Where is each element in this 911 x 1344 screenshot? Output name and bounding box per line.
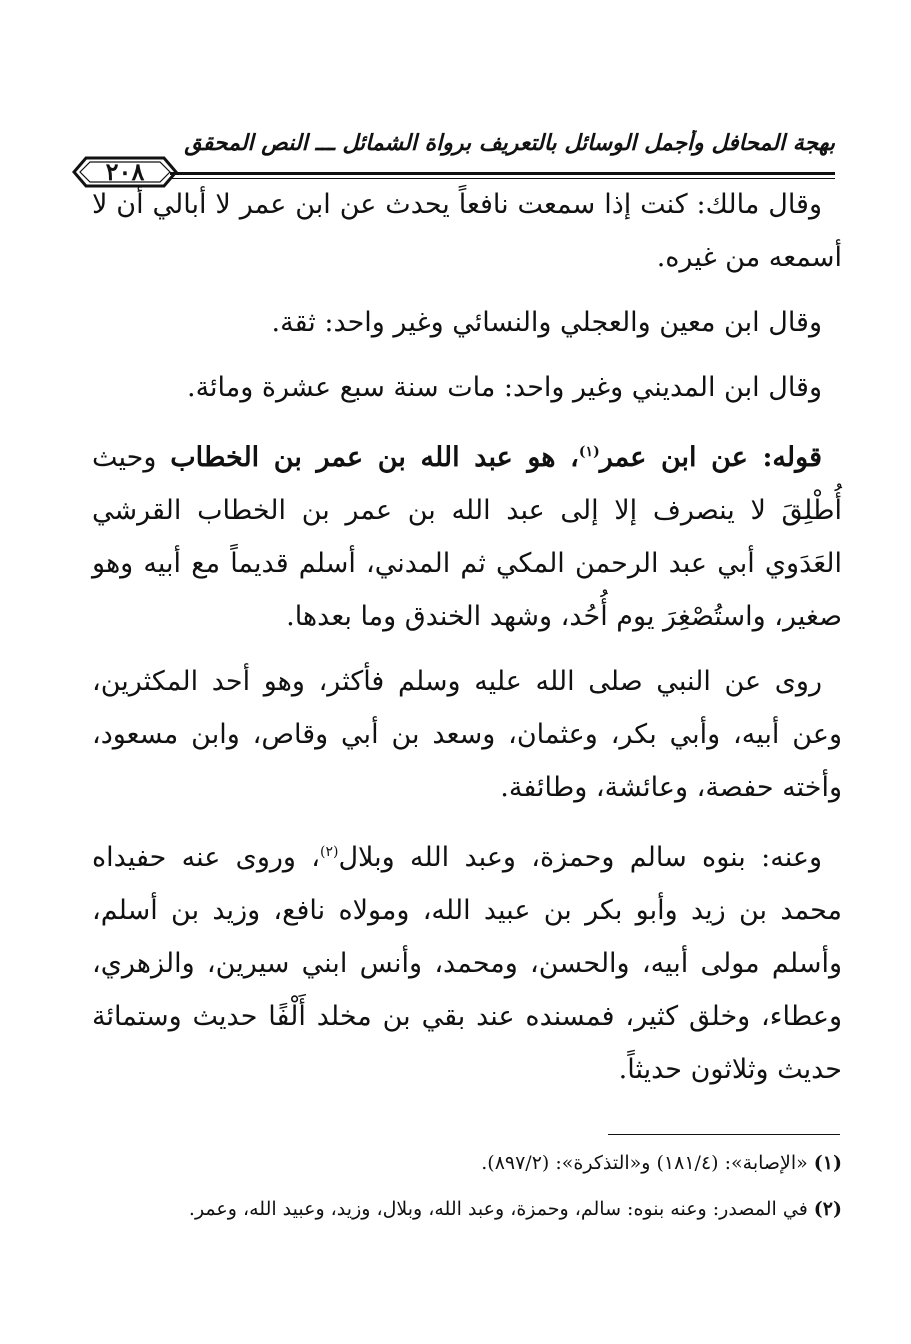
paragraph-narrated-from (92, 655, 842, 814)
commentary-lemma: قوله: عن ابن عمر (599, 442, 822, 473)
running-header-title: بهجة المحافل وأجمل الوسائل بالتعريف برواة الشمائل ـــ النص المحقق (184, 130, 835, 156)
commentary-lemma-identification: ، هو عبد الله بن عمر بن الخطاب (170, 442, 579, 473)
footnote-separator (608, 1134, 840, 1135)
footnote-ref-1[interactable]: (١) (578, 444, 600, 460)
main-text (92, 178, 842, 1108)
paragraph-text: وقال ابن معين والعجلي والنسائي وغير واحد: ثقة. (271, 307, 822, 338)
footnote-number: (١) (813, 1152, 842, 1174)
footnote-1 (110, 1146, 842, 1180)
paragraph-text: وقال مالك: كنت إذا سمعت نافعاً يحدث عن ابن عمر لا أبالي أن لا أسمعه من غيره. (92, 189, 842, 273)
footnote-text: في المصدر: وعنه بنوه: سالم، وحمزة، وعبد الله، وبلال، وزيد، وعبيد الله، وعمر. (188, 1198, 808, 1220)
footnote-number: (٢) (813, 1198, 842, 1220)
paragraph-ibn-main (92, 296, 842, 349)
footnote-ref-2[interactable]: (٢) (319, 844, 339, 860)
footnotes (110, 1146, 842, 1238)
paragraph-text: وعنه: بنوه سالم وحمزة، وعبد الله وبلال (338, 842, 822, 873)
footnote-text: «الإصابة»: (١٨١/٤) و«التذكرة»: (٨٩٧/٢). (481, 1152, 808, 1174)
paragraph-narrators (92, 826, 842, 1096)
paragraph-ibn-madini (92, 361, 842, 414)
paragraph-text: وحيث أُطْلِقَ لا ينصرف إلا إلى عبد الله بن عمر بن الخطاب القرشي العَدَوي أبي عبد الرحمن المكي ثم المدني، أسلم قديماً مع أبيه وهو صغير، واستُصْغِرَ يوم أُحُد، وشهد الخندق وما بعدها. (92, 442, 842, 632)
paragraph-text-continued: ، وروى عنه حفيداه محمد بن زيد وأبو بكر بن عبيد الله، ومولاه نافع، وزيد بن أسلم، وأسلم مولى أبيه، والحسن، ومحمد، وأنس ابني سيرين، والزهري، وعطاء، وخلق كثير، فمسنده عند بقي بن مخلد أَلْفًا حديث وستمائة حديث وثلاثون حديثاً. (92, 842, 842, 1085)
paragraph-text: روى عن النبي صلى الله عليه وسلم فأكثر، وهو أحد المكثرين، وعن أبيه، وأبي بكر، وعثمان، وسعد بن أبي وقاص، وابن مسعود، وأخته حفصة، وعائشة، وطائفة. (92, 666, 842, 803)
paragraph-ibn-umar (92, 426, 842, 643)
paragraph-malik (92, 178, 842, 284)
header-rule (170, 172, 835, 175)
footnote-2 (110, 1192, 842, 1226)
page-number: ٢٠٨ (105, 157, 145, 186)
paragraph-text: وقال ابن المديني وغير واحد: مات سنة سبع عشرة ومائة. (186, 372, 822, 403)
